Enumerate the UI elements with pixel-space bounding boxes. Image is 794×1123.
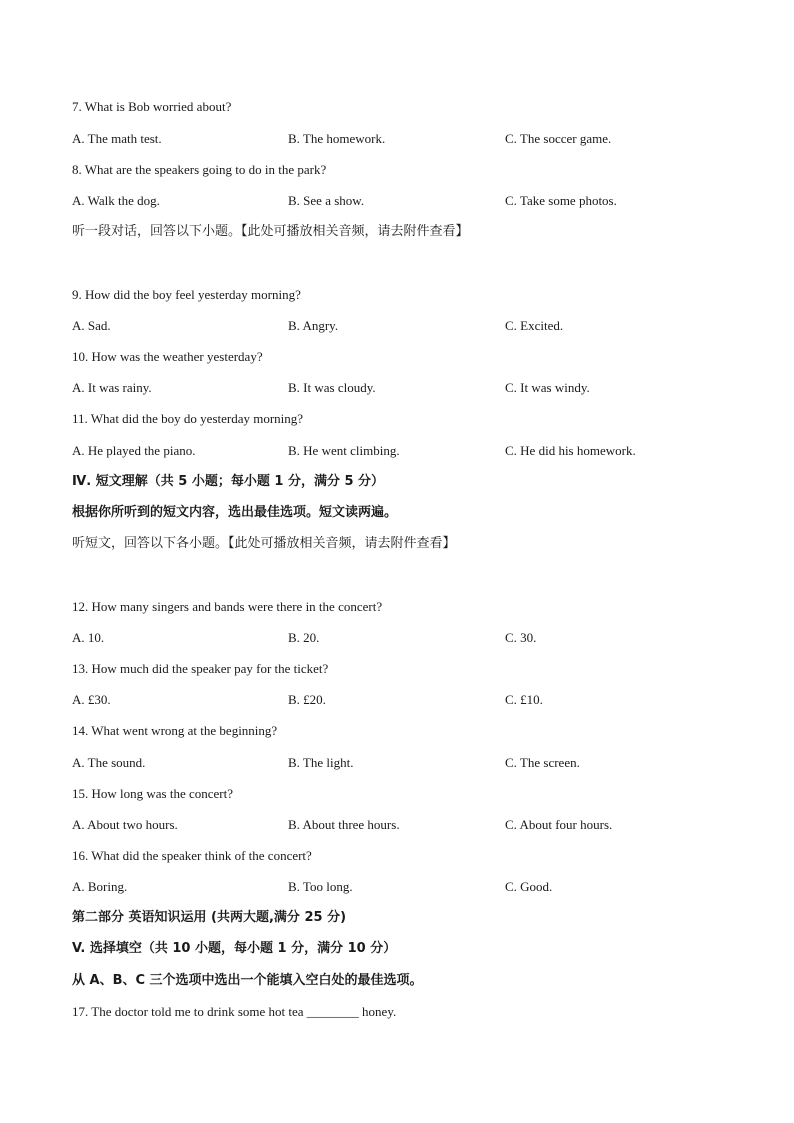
q9-option-b: B. Angry. (288, 318, 339, 333)
question-16: 16. What did the speaker think of the concert? (72, 848, 312, 863)
question-17: 17. The doctor told me to drink some hot tea ________ honey. (72, 1004, 397, 1019)
question-14: 14. What went wrong at the beginning? (72, 723, 278, 738)
q8-option-b: B. See a show. (288, 193, 365, 208)
q15-option-b: B. About three hours. (288, 817, 400, 832)
question-15: 15. How long was the concert? (72, 786, 234, 801)
question-10: 10. How was the weather yesterday? (72, 349, 263, 364)
q11-option-a: A. He played the piano. (72, 443, 196, 458)
section-4-title: Ⅳ. 短文理解（共 5 小题；每小题 1 分，满分 5 分） (72, 474, 385, 489)
question-11: 11. What did the boy do yesterday morning? (72, 411, 304, 426)
q16-option-b: B. Too long. (288, 879, 353, 894)
q9-option-c: C. Excited. (505, 318, 564, 333)
q14-option-b: B. The light. (288, 755, 354, 770)
q12-option-a: A. 10. (72, 630, 105, 645)
q11-option-c: C. He did his homework. (505, 443, 636, 458)
q14-option-c: C. The screen. (505, 755, 580, 770)
q8-option-a: A. Walk the dog. (72, 193, 160, 208)
q7-option-c: C. The soccer game. (505, 131, 612, 146)
q13-option-a: A. £30. (72, 692, 111, 707)
dialog-note: 听一段对话，回答以下小题。【此处可播放相关音频，请去附件查看】 (72, 224, 469, 239)
q10-option-c: C. It was windy. (505, 380, 590, 395)
q13-option-b: B. £20. (288, 692, 326, 707)
q12-option-c: C. 30. (505, 630, 537, 645)
q16-option-a: A. Boring. (72, 879, 128, 894)
question-8: 8. What are the speakers going to do in the park? (72, 162, 327, 177)
q7-option-a: A. The math test. (72, 131, 162, 146)
q15-option-c: C. About four hours. (505, 817, 613, 832)
question-12: 12. How many singers and bands were there in the concert? (72, 599, 383, 614)
question-9: 9. How did the boy feel yesterday morning? (72, 287, 301, 302)
question-13: 13. How much did the speaker pay for the ticket? (72, 661, 329, 676)
question-7: 7. What is Bob worried about? (72, 99, 232, 114)
q7-option-b: B. The homework. (288, 131, 386, 146)
passage-note: 听短文，回答以下各小题。【此处可播放相关音频，请去附件查看】 (72, 536, 456, 551)
q15-option-a: A. About two hours. (72, 817, 178, 832)
q12-option-b: B. 20. (288, 630, 320, 645)
section-5-title: V. 选择填空（共 10 小题，每小题 1 分，满分 10 分） (72, 941, 397, 956)
section-5-instruction: 从 A、B、C 三个选项中选出一个能填入空白处的最佳选项。 (72, 973, 423, 988)
section-4-instruction: 根据你所听到的短文内容，选出最佳选项。短文读两遍。 (72, 505, 398, 520)
q8-option-c: C. Take some photos. (505, 193, 617, 208)
q11-option-b: B. He went climbing. (288, 443, 400, 458)
part-2-title: 第二部分 英语知识运用 (共两大题,满分 25 分) (72, 910, 347, 925)
q10-option-a: A. It was rainy. (72, 380, 152, 395)
q14-option-a: A. The sound. (72, 755, 146, 770)
q10-option-b: B. It was cloudy. (288, 380, 376, 395)
q16-option-c: C. Good. (505, 879, 553, 894)
q13-option-c: C. £10. (505, 692, 543, 707)
q9-option-a: A. Sad. (72, 318, 111, 333)
